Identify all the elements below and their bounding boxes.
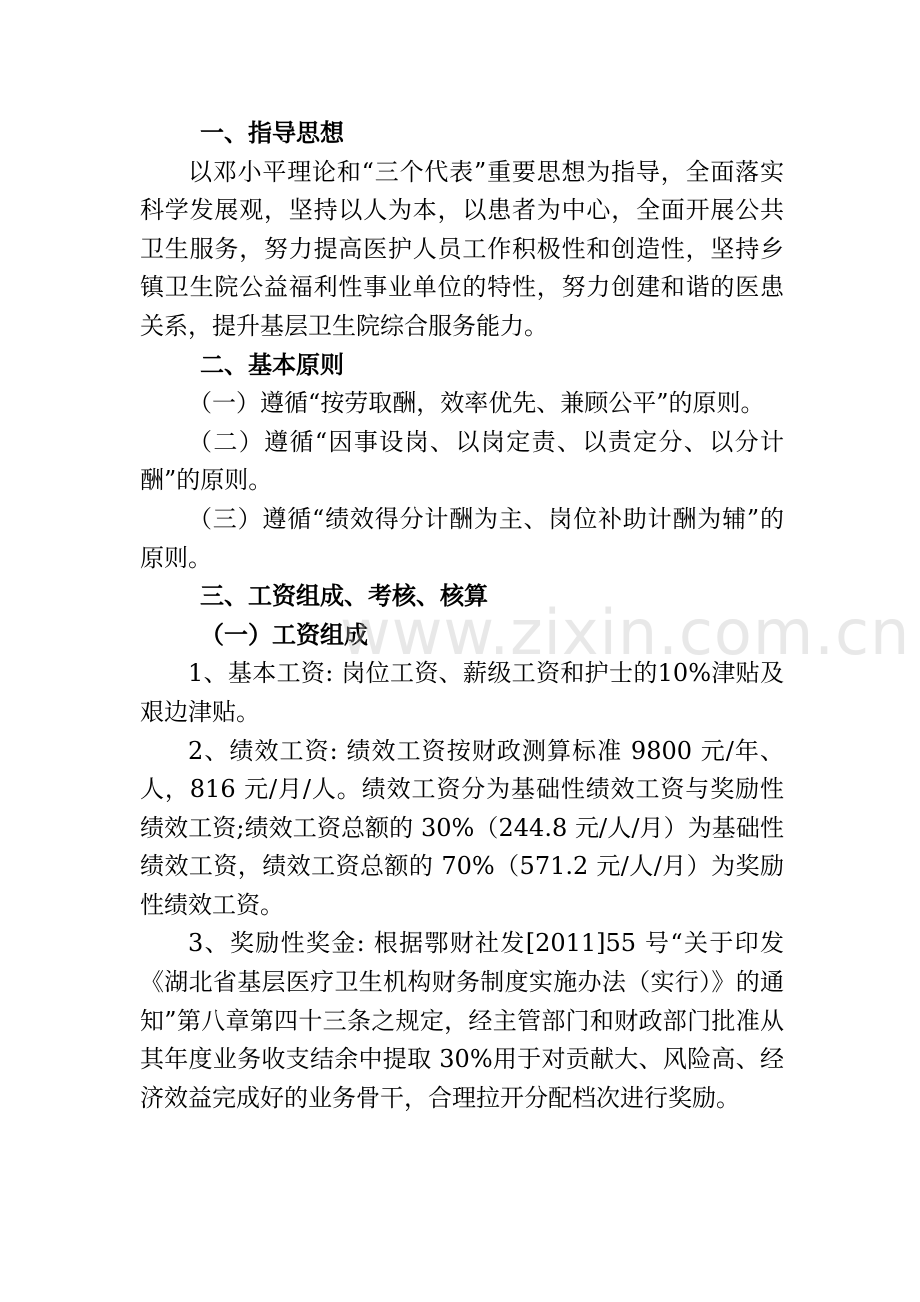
principle-item-3: （三）遵循“绩效得分计酬为主、岗位补助计酬为辅”的原则。 — [140, 504, 784, 572]
principle-item-1: （一）遵循“按劳取酬，效率优先、兼顾公平”的原则。 — [188, 389, 765, 418]
document-body — [140, 114, 784, 1117]
paragraph-incentive-bonus: 3、奖励性奖金: 根据鄂财社发[2011]55 号“关于印发《湖北省基层医疗卫生机构财务制度实施办法（实行）》的通知”第八章第四十三条之规定，经主管部门和财政部门批准从其年度业务收支结余中提取 30%用于对贡献大、风险高、经济效益完成好的业务骨干，合理拉开分配档次进行奖励。 — [140, 929, 784, 1112]
paragraph-guiding-ideology: 以邓小平理论和“三个代表”重要思想为指导，全面落实科学发展观，坚持以人为本，以患者为中心，全面开展公共卫生服务，努力提高医护人员工作积极性和创造性，坚持乡镇卫生院公益福利性事业单位的特性，努力创建和谐的医患关系，提升基层卫生院综合服务能力。 — [140, 157, 784, 340]
principle-item-2: （二）遵循“因事设岗、以岗定责、以责定分、以分计酬”的原则。 — [140, 427, 784, 495]
section-heading-basic-principles: 二、基本原则 — [200, 350, 344, 379]
paragraph-basic-salary: 1、基本工资: 岗位工资、薪级工资和护士的10%津贴及艰边津贴。 — [140, 659, 784, 726]
paragraph-performance-salary: 2、绩效工资: 绩效工资按财政测算标准 9800 元/年、人，816 元/月/人。绩效工资分为基础性绩效工资与奖励性绩效工资;绩效工资总额的 30%（244.8 元/人/月）为基础性绩效工资，绩效工资总额的 70%（571.2 元/人/月）为奖励性绩效工资。 — [140, 736, 784, 919]
section-heading-guiding-ideology: 一、指导思想 — [200, 119, 344, 147]
watermark: www.zixin.com.cn — [340, 596, 911, 669]
section-heading-salary: 三、工资组成、考核、核算 — [200, 582, 488, 611]
subsection-heading-salary-composition: （一）工资组成 — [200, 620, 368, 649]
